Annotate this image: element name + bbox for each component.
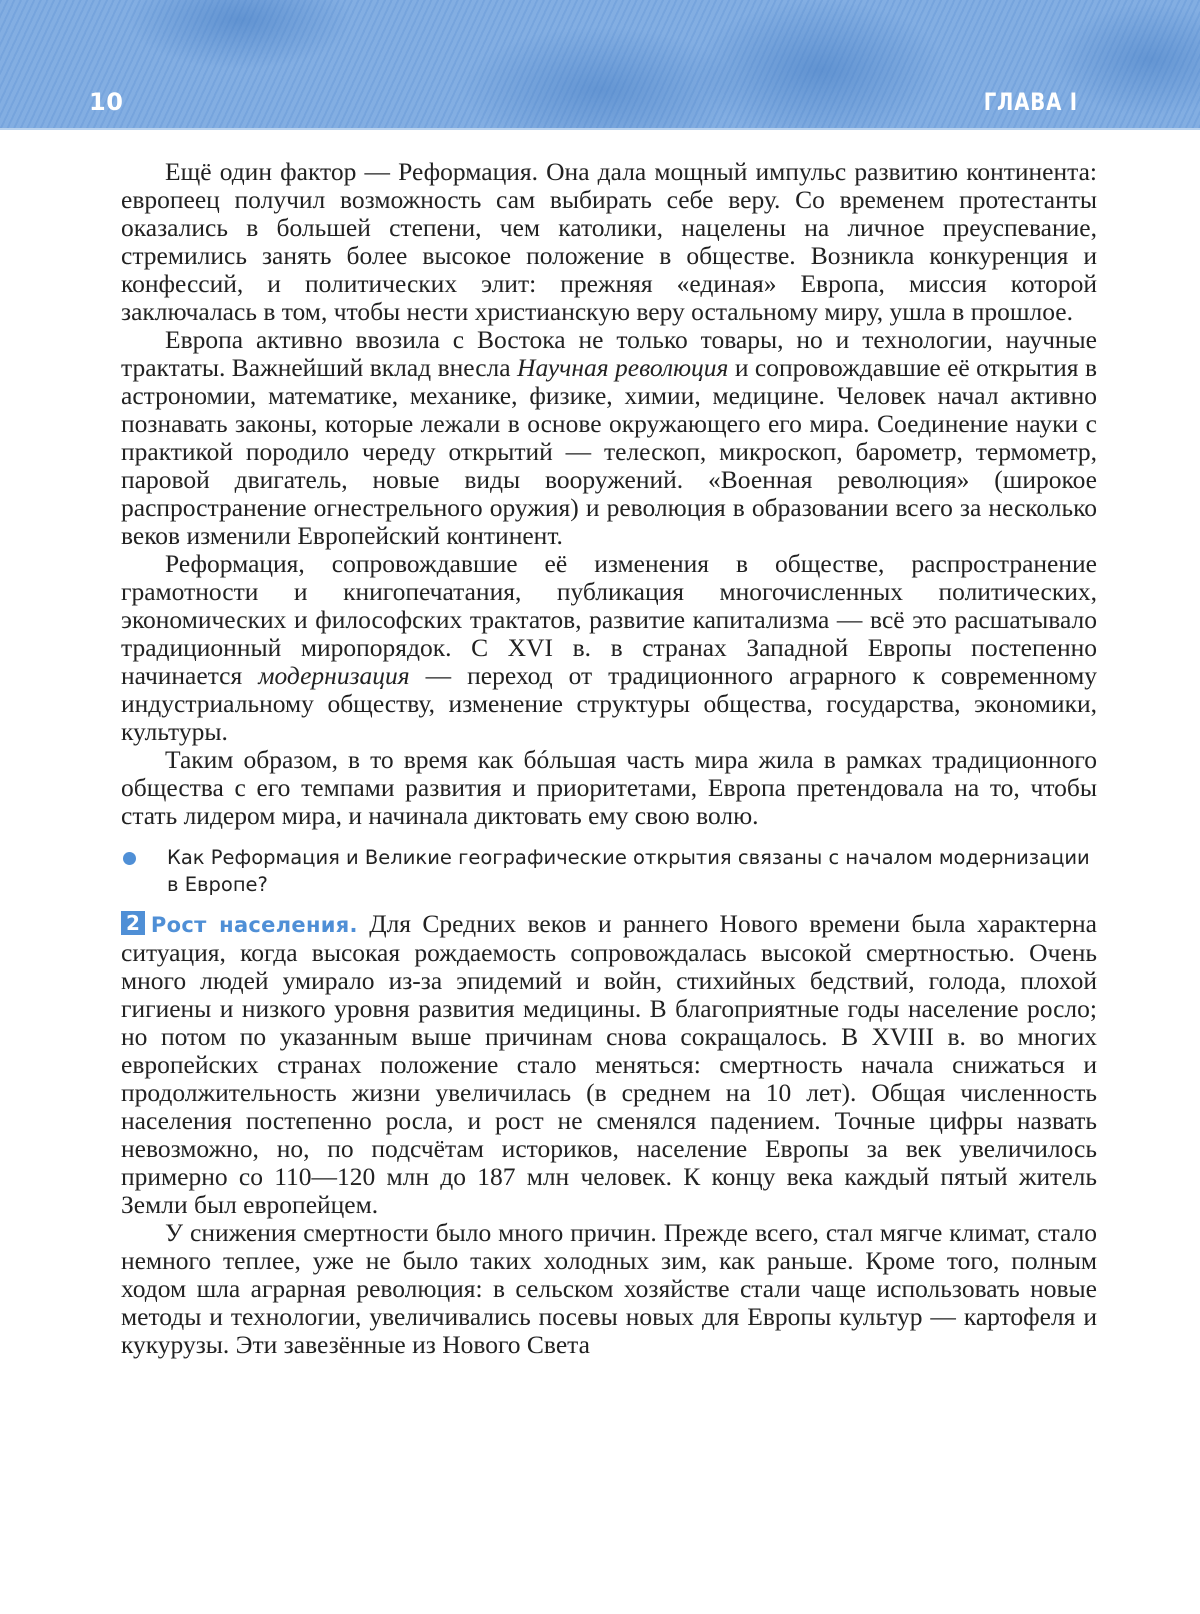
paragraph-scientific-revolution: [121, 326, 1097, 550]
paragraph-text: Реформация, сопровождавшие её изменения в обществе, распространение грамотности и книгопечатания, публикация многочисленных политических, экономических и философских трактатов, развитие капитализма — всё это расшатывало традиционный миропорядок. С XVI в. в странах Западной Европы постепенно начинается: [121, 549, 1097, 690]
question-text: Как Реформация и Великие географические открытия связаны с началом модернизации в Европе?: [167, 846, 1090, 896]
bullet-circle-icon: [123, 852, 136, 865]
paragraph-text: и сопровождавшие её открытия в астрономии, математике, механике, физике, химии, медицине. Человек начал активно познавать законы, которые лежали в основе окружающего его мира. Соединение науки с практикой породило череду открытий — телескоп, микроскоп, барометр, термометр, паровой двигатель, новые виды вооружений. «Военная революция» (широкое распространение огнестрельного оружия) и революция в образовании всего за несколько веков изменили Европейский континент.: [121, 353, 1098, 550]
term-modernization: модернизация: [258, 661, 410, 690]
paragraph-text: Европа активно ввозила с Востока не только товары, но и технологии, научные трактаты. Важнейший вклад внесла: [121, 325, 1097, 382]
term-scientific-revolution: Научная революция: [517, 353, 729, 382]
paragraph-mortality-decline: У снижения смертности было много причин. Прежде всего, стал мягче климат, стало немного теплее, уже не было таких холодных зим, как раньше. Кроме того, полным ходом шла аграрная революция: в сельском хозяйстве стали чаще использовать новые методы и технологии, увеличивались посевы новых для Европы культур — картофеля и кукурузы. Эти завезённые из Нового Света: [121, 1218, 1097, 1359]
paragraph-conclusion: Таким образом, в то время как бóльшая часть мира жила в рамках традиционного общества с его темпами развития и приоритетами, Европа претендовала на то, чтобы стать лидером мира, и начинала диктовать ему свою волю.: [121, 745, 1097, 830]
section-title: Рост населения.: [150, 913, 358, 937]
section-number-badge: 2: [121, 911, 145, 935]
paragraph-text: — переход от традиционного аграрного к современному индустриальному обществу, изменение структуры общества, государства, экономики, культуры.: [121, 661, 1097, 746]
paragraph-text: Для Средних веков и раннего Нового времени была характерна ситуация, когда высокая рождаемость сопровождалась высокой смертностью. Очень много людей умирало из-за эпидемий и войн, стихийных бедствий, голода, плохой гигиены и низкого уровня развития медицины. В благоприятные годы население росло; но потом по указанным выше причинам снова сокращалось. В XVIII в. во многих европейских странах положение стало меняться: смертность начала снижаться и продолжительность жизни увеличилась (в среднем на 10 лет). Общая численность населения постепенно росла, и рост не сменялся падением. Точные цифры назвать невозможно, но, по подсчётам историков, население Европы за век увеличилось примерно со 110—120 млн до 187 млн человек. К концу века каждый пятый житель Земли был европейцем.: [121, 909, 1097, 1219]
page-number: 10: [89, 88, 124, 116]
section-population-growth: [121, 910, 1097, 1219]
page-header-banner: [0, 0, 1200, 130]
page-body: [121, 158, 1097, 1359]
paragraph-reformation: Ещё один фактор — Реформация. Она дала мощный импульс развитию континента: европеец получил возможность сам выбирать себе веру. Со временем протестанты оказались в большей степени, чем католики, нацелены на личное преуспевание, стремились занять более высокое положение в обществе. Возникла конкуренция и конфессий, и политических элит: прежняя «единая» Европа, миссия которой заключалась в том, чтобы нести христианскую веру остальному миру, ушла в прошлое.: [121, 157, 1097, 326]
chapter-label: ГЛАВА I: [983, 88, 1078, 116]
review-question: [121, 844, 1097, 898]
paragraph-modernization: [121, 550, 1097, 746]
